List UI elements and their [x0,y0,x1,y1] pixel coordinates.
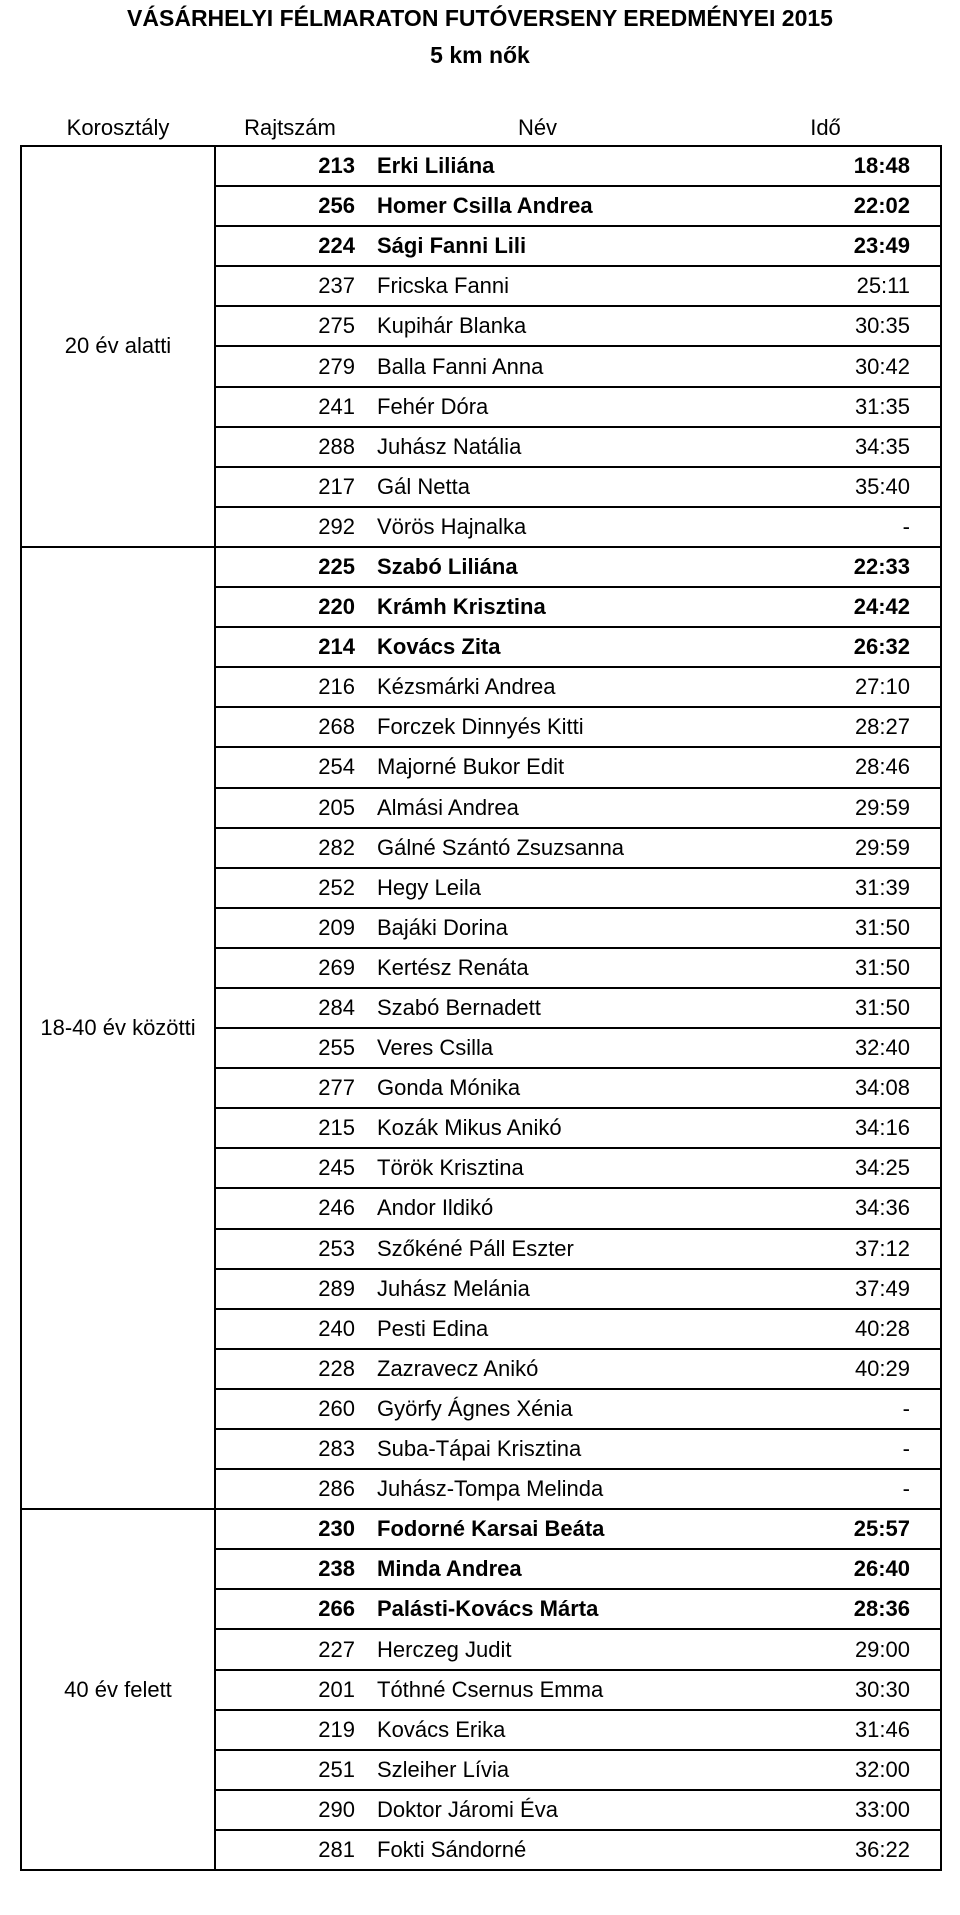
category-cell: 20 év alatti [21,146,215,547]
bib-cell: 213 [215,146,365,186]
name-cell: Suba-Tápai Krisztina [365,1429,710,1469]
document-title: VÁSÁRHELYI FÉLMARATON FUTÓVERSENY EREDMÉNYEI 2015 [127,5,833,31]
bib-cell: 246 [215,1188,365,1228]
bib-cell: 245 [215,1148,365,1188]
header-row [21,110,941,146]
time-cell: 34:25 [710,1148,941,1188]
time-cell: 40:28 [710,1309,941,1349]
time-cell: 28:36 [710,1589,941,1629]
bib-cell: 220 [215,587,365,627]
category-cell: 40 év felett [21,1509,215,1870]
bib-cell: 252 [215,868,365,908]
time-cell: 31:46 [710,1710,941,1750]
time-cell: 28:46 [710,747,941,787]
time-cell: 36:22 [710,1830,941,1870]
name-cell: Juhász Melánia [365,1269,710,1309]
time-cell: 28:27 [710,707,941,747]
name-cell: Kézsmárki Andrea [365,667,710,707]
time-cell: 37:12 [710,1229,941,1269]
name-cell: Kertész Renáta [365,948,710,988]
name-cell: Bajáki Dorina [365,908,710,948]
time-cell: 34:08 [710,1068,941,1108]
name-cell: Erki Liliána [365,146,710,186]
results-body [21,146,941,1870]
name-cell: Veres Csilla [365,1028,710,1068]
header-bib: Rajtszám [215,110,365,146]
time-cell: 25:11 [710,266,941,306]
time-cell: 25:57 [710,1509,941,1549]
time-cell: 31:39 [710,868,941,908]
name-cell: Andor Ildikó [365,1188,710,1228]
time-cell: 34:35 [710,427,941,467]
bib-cell: 219 [215,1710,365,1750]
name-cell: Kovács Erika [365,1710,710,1750]
bib-cell: 277 [215,1068,365,1108]
time-cell: 30:42 [710,346,941,386]
bib-cell: 251 [215,1750,365,1790]
name-cell: Balla Fanni Anna [365,346,710,386]
bib-cell: 215 [215,1108,365,1148]
document-subtitle: 5 km nők [430,42,530,68]
bib-cell: 275 [215,306,365,346]
name-cell: Pesti Edina [365,1309,710,1349]
time-cell: 26:32 [710,627,941,667]
time-cell: 30:35 [710,306,941,346]
bib-cell: 260 [215,1389,365,1429]
name-cell: Györfy Ágnes Xénia [365,1389,710,1429]
name-cell: Fokti Sándorné [365,1830,710,1870]
name-cell: Kozák Mikus Anikó [365,1108,710,1148]
name-cell: Palásti-Kovács Márta [365,1589,710,1629]
name-cell: Juhász Natália [365,427,710,467]
name-cell: Szőkéné Páll Eszter [365,1229,710,1269]
name-cell: Fricska Fanni [365,266,710,306]
name-cell: Fodorné Karsai Beáta [365,1509,710,1549]
time-cell: 34:16 [710,1108,941,1148]
bib-cell: 292 [215,507,365,547]
time-cell: - [710,1389,941,1429]
bib-cell: 288 [215,427,365,467]
name-cell: Herczeg Judit [365,1629,710,1669]
bib-cell: 238 [215,1549,365,1589]
table-row [21,1509,941,1549]
name-cell: Vörös Hajnalka [365,507,710,547]
header-time: Idő [710,110,941,146]
bib-cell: 255 [215,1028,365,1068]
name-cell: Krámh Krisztina [365,587,710,627]
bib-cell: 201 [215,1670,365,1710]
name-cell: Homer Csilla Andrea [365,186,710,226]
time-cell: - [710,1469,941,1509]
bib-cell: 214 [215,627,365,667]
time-cell: 37:49 [710,1269,941,1309]
name-cell: Majorné Bukor Edit [365,747,710,787]
time-cell: 29:59 [710,788,941,828]
bib-cell: 253 [215,1229,365,1269]
bib-cell: 230 [215,1509,365,1549]
bib-cell: 217 [215,467,365,507]
header-category: Korosztály [21,110,215,146]
time-cell: - [710,1429,941,1469]
bib-cell: 283 [215,1429,365,1469]
name-cell: Minda Andrea [365,1549,710,1589]
time-cell: 34:36 [710,1188,941,1228]
time-cell: 31:50 [710,908,941,948]
name-cell: Hegy Leila [365,868,710,908]
name-cell: Sági Fanni Lili [365,226,710,266]
time-cell: 40:29 [710,1349,941,1389]
time-cell: 18:48 [710,146,941,186]
name-cell: Tóthné Csernus Emma [365,1670,710,1710]
name-cell: Szleiher Lívia [365,1750,710,1790]
bib-cell: 254 [215,747,365,787]
name-cell: Szabó Bernadett [365,988,710,1028]
bib-cell: 281 [215,1830,365,1870]
name-cell: Fehér Dóra [365,387,710,427]
bib-cell: 266 [215,1589,365,1629]
bib-cell: 269 [215,948,365,988]
bib-cell: 290 [215,1790,365,1830]
time-cell: 30:30 [710,1670,941,1710]
name-cell: Zazravecz Anikó [365,1349,710,1389]
time-cell: 24:42 [710,587,941,627]
time-cell: 22:33 [710,547,941,587]
time-cell: 27:10 [710,667,941,707]
bib-cell: 282 [215,828,365,868]
bib-cell: 268 [215,707,365,747]
time-cell: 31:35 [710,387,941,427]
time-cell: 22:02 [710,186,941,226]
bib-cell: 286 [215,1469,365,1509]
results-table [20,110,942,1871]
time-cell: 26:40 [710,1549,941,1589]
bib-cell: 224 [215,226,365,266]
name-cell: Török Krisztina [365,1148,710,1188]
bib-cell: 256 [215,186,365,226]
time-cell: 31:50 [710,948,941,988]
name-cell: Forczek Dinnyés Kitti [365,707,710,747]
bib-cell: 284 [215,988,365,1028]
bib-cell: 225 [215,547,365,587]
category-cell: 18-40 év közötti [21,547,215,1509]
name-cell: Gál Netta [365,467,710,507]
header-name: Név [365,110,710,146]
bib-cell: 279 [215,346,365,386]
name-cell: Doktor Járomi Éva [365,1790,710,1830]
name-cell: Szabó Liliána [365,547,710,587]
time-cell: 32:00 [710,1750,941,1790]
name-cell: Juhász-Tompa Melinda [365,1469,710,1509]
time-cell: 35:40 [710,467,941,507]
time-cell: 32:40 [710,1028,941,1068]
name-cell: Kupihár Blanka [365,306,710,346]
name-cell: Gonda Mónika [365,1068,710,1108]
time-cell: 33:00 [710,1790,941,1830]
bib-cell: 227 [215,1629,365,1669]
table-row [21,146,941,186]
time-cell: - [710,507,941,547]
bib-cell: 209 [215,908,365,948]
time-cell: 29:59 [710,828,941,868]
time-cell: 29:00 [710,1629,941,1669]
time-cell: 31:50 [710,988,941,1028]
bib-cell: 241 [215,387,365,427]
bib-cell: 216 [215,667,365,707]
table-row [21,547,941,587]
bib-cell: 205 [215,788,365,828]
time-cell: 23:49 [710,226,941,266]
name-cell: Gálné Szántó Zsuzsanna [365,828,710,868]
name-cell: Kovács Zita [365,627,710,667]
bib-cell: 240 [215,1309,365,1349]
bib-cell: 228 [215,1349,365,1389]
bib-cell: 289 [215,1269,365,1309]
bib-cell: 237 [215,266,365,306]
name-cell: Almási Andrea [365,788,710,828]
